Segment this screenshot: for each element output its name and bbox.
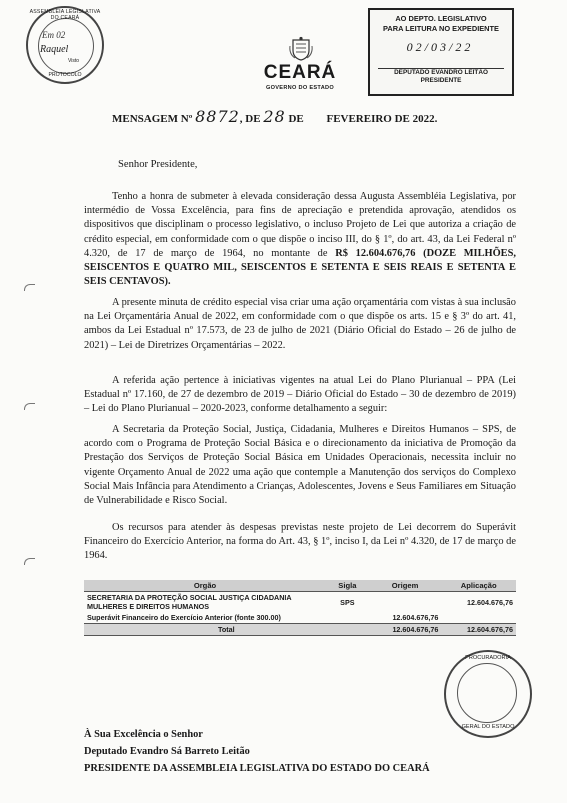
addressee-block xyxy=(84,726,430,777)
government-subtitle: GOVERNO DO ESTADO xyxy=(265,85,335,91)
total-origem: 12.604.676,76 xyxy=(369,624,442,636)
message-month-year: FEVEREIRO DE 2022. xyxy=(326,113,438,125)
protocol-stamp-handwritten-date: Em 02 xyxy=(42,30,66,40)
table-row xyxy=(84,612,516,624)
cell-sigla xyxy=(326,612,369,624)
protocol-stamp-top-text: ASSEMBLEIA LEGISLATIVA DO CEARÁ xyxy=(29,9,101,21)
total-label: Total xyxy=(84,624,369,636)
cell-origem xyxy=(369,592,442,613)
procuradoria-stamp-bottom-text: GERAL DO ESTADO xyxy=(461,724,515,730)
cell-sigla: SPS xyxy=(340,597,355,607)
margin-mark xyxy=(24,558,35,565)
message-heading xyxy=(112,107,492,126)
protocol-stamp xyxy=(26,6,104,84)
procuradoria-stamp-top-text: PROCURADORIA xyxy=(465,655,511,661)
state-title: CEARÁ xyxy=(263,62,337,83)
column-header-origem: Origem xyxy=(369,580,442,592)
message-number: 8872 xyxy=(195,107,240,126)
dispatch-stamp-line-1: AO DEPTO. LEGISLATIVO xyxy=(395,14,487,23)
paragraph-1-amount: R$ 12.604.676,76 (DOZE MILHÕES, SEISCENTOS E QUATRO MIL, SEISCENTOS E SETENTA E SEIS REAIS E SETENTA E SEIS CENTAVOS). xyxy=(84,247,516,288)
dispatch-stamp-line-2: PARA LEITURA NO EXPEDIENTE xyxy=(383,24,499,33)
message-day: 28 xyxy=(263,107,286,126)
column-header-sigla: Sigla xyxy=(326,580,369,592)
margin-mark xyxy=(24,284,35,291)
table-total-row xyxy=(84,624,516,636)
table-row xyxy=(84,592,516,613)
paragraph-2: A presente minuta de crédito especial visa criar uma ação orçamentária com vistas à sua inclusão na Lei Orçamentária Anual de 2022, em conformidade com o que dispõe os arts. 15 e § 3º do art. 41, ambos da Lei Estadual nº 17.573, de 23 de julho de 2021 (Diário Oficial do Estado – 26 de julho de 2021) – Lei de Diretrizes Orçamentárias – 2022. xyxy=(84,297,516,351)
total-aplicacao: 12.604.676,76 xyxy=(441,624,516,636)
cell-aplicacao xyxy=(441,612,516,624)
dispatch-stamp-signature-title: PRESIDENTE xyxy=(420,77,462,84)
cell-origem: 12.604.676,76 xyxy=(392,613,439,622)
column-header-aplicacao: Aplicação xyxy=(441,580,516,592)
paragraph-1-text: Tenho a honra de submeter à elevada consideração dessa Augusta Assembléia Legislativa, por intermédio de Vossa Excelência, para fins de apreciação e pretendida aprovação, atendidos os dispositivos que disciplinam o processo legislativo, o incluso Projeto de Lei que autoriza a criação de crédito especial, em conformidade com o que dispõe o inciso III, do § 1º, do art. 43, da Lei Federal nº 4.320, de 17 de março de 1964, no montante de xyxy=(84,191,516,259)
protocol-stamp-bottom-text: PROTOCOLO xyxy=(48,72,82,78)
protocol-stamp-signature: Raquel xyxy=(40,44,69,55)
procuradoria-stamp-inner-ring xyxy=(457,663,517,723)
dispatch-stamp xyxy=(368,8,514,96)
addressee-line-1: À Sua Excelência o Senhor xyxy=(84,729,203,740)
message-de-2: DE xyxy=(288,113,304,125)
dispatch-stamp-signature-name: DEPUTADO EVANDRO LEITÃO xyxy=(394,69,488,76)
cell-aplicacao: 12.604.676,76 xyxy=(467,597,513,607)
margin-mark xyxy=(24,403,35,410)
message-label: MENSAGEM Nº xyxy=(112,113,193,125)
paragraph-1 xyxy=(84,190,516,289)
coat-of-arms-icon xyxy=(288,36,314,62)
dispatch-stamp-date: 02/03/22 xyxy=(406,40,474,54)
greeting: Senhor Presidente, xyxy=(118,159,198,170)
cell-orgao: Superávit Financeiro do Exercício Anterior (fonte 300.00) xyxy=(87,613,281,622)
protocol-stamp-visto: Visto xyxy=(68,58,80,64)
paragraph-3: A referida ação pertence à iniciativas vigentes na atual Lei do Plano Plurianual – PPA (Lei Estadual nº 17.160, de 27 de dezembro de 2019 – Diário Oficial do Estado – 30 de dezembro de 2019) – Lei do Plano Plurianual – 2020-2023, conforme detalhamento a seguir: xyxy=(84,375,516,415)
budget-table xyxy=(84,580,516,636)
message-de-1: , DE xyxy=(239,113,261,125)
procuradoria-stamp xyxy=(444,650,532,738)
table-header-row xyxy=(84,580,516,592)
paragraph-5: Os recursos para atender às despesas previstas neste projeto de Lei decorrem do Superávit Financeiro do Exercício Anterior, na forma do Art. 43, § 1º, inciso I, da Lei nº 4.320, de 17 de março de 1964. xyxy=(84,522,516,562)
paragraph-4: A Secretaria da Proteção Social, Justiça, Cidadania, Mulheres e Direitos Humanos – SPS, de acordo com o Programa de Proteção Social Básica e o direcionamento da iniciativa de Promoção da Prestação dos Serviços de Proteção Social Básica em Unidades Operacionais, necessita incluir no vigente Orçamento Anual de 2022 uma ação que contemple a Manutenção dos serviços do Complexo Social Mais Infância para Atendimento a Crianças, Adolescentes, Jovens e Seus Familiares em Situação de Vulnerabilidade e Risco Social. xyxy=(84,424,516,507)
column-header-orgao: Orgão xyxy=(84,580,326,592)
cell-orgao: SECRETARIA DA PROTEÇÃO SOCIAL JUSTIÇA CIDADANIA MULHERES E DIREITOS HUMANOS xyxy=(87,593,292,611)
addressee-line-2: Deputado Evandro Sá Barreto Leitão xyxy=(84,746,250,757)
addressee-line-3: PRESIDENTE DA ASSEMBLEIA LEGISLATIVA DO ESTADO DO CEARÁ xyxy=(84,763,430,774)
